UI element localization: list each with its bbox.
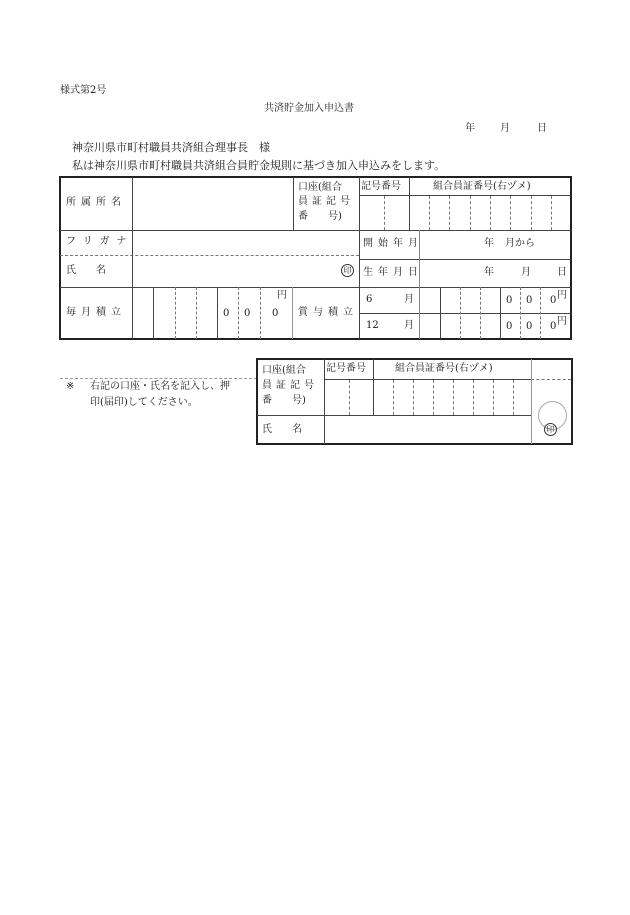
digit-divider: [440, 287, 441, 339]
digit-divider: [175, 287, 176, 339]
account-label-line3: 番 号): [298, 211, 342, 222]
bonus-digit: 0: [506, 295, 513, 306]
digit-divider: [520, 287, 521, 339]
date-year-label: 年: [465, 123, 475, 134]
stub-account-label-line2: 員証記号: [262, 380, 318, 391]
start-year-label: 年: [484, 238, 494, 249]
name-label: 氏 名: [66, 265, 106, 276]
col-divider: [292, 287, 293, 339]
digit-divider: [500, 287, 501, 339]
stub-member-number-header: 組合員証番号(右ヅメ): [395, 363, 493, 374]
stub-name-input[interactable]: [325, 416, 530, 443]
furigana-label: フリガナ: [66, 236, 134, 247]
monthly-digit: 0: [272, 308, 279, 319]
dob-year-label: 年: [484, 267, 494, 278]
bonus-month: 12: [366, 320, 379, 331]
cut-line: [60, 378, 257, 379]
monthly-savings-label: 毎月積立: [66, 307, 126, 318]
member-number-input[interactable]: [410, 196, 570, 229]
bonus-month: 6: [366, 294, 373, 305]
stub-seal-icon: 印: [544, 423, 557, 436]
digit-divider: [196, 287, 197, 339]
start-date-label: 開始年月: [363, 238, 423, 249]
yen-mark: 円: [557, 290, 567, 301]
form-number: 様式第2号: [60, 85, 107, 96]
member-number-header: 組合員証番号(右ヅメ): [433, 181, 531, 192]
seal-icon: 印: [341, 264, 354, 277]
bonus-digit: 0: [550, 295, 557, 306]
seal-area-divider: [531, 379, 571, 380]
digit-divider: [238, 287, 239, 339]
addressee: 神奈川県市町村職員共済組合理事長 様: [72, 141, 270, 154]
affiliation-label: 所属所名: [66, 197, 126, 208]
bonus-digit: 0: [506, 321, 513, 332]
digit-divider: [260, 287, 261, 339]
digit-divider: [153, 287, 154, 339]
bonus-digit: 0: [526, 295, 533, 306]
start-date-input[interactable]: [420, 231, 570, 258]
dob-month-label: 月: [521, 267, 531, 278]
stub-name-label: 氏 名: [262, 424, 302, 435]
dob-label: 生年月日: [363, 267, 423, 278]
furigana-input[interactable]: [133, 231, 358, 254]
bonus-digit: 0: [550, 321, 557, 332]
stub-member-number-input[interactable]: [374, 380, 530, 414]
note-mark: ※: [66, 381, 75, 392]
digit-divider: [460, 287, 461, 339]
affiliation-input[interactable]: [133, 178, 292, 229]
yen-mark: 円: [277, 290, 287, 301]
yen-mark: 円: [557, 316, 567, 327]
digit-divider: [217, 287, 218, 339]
declaration: 私は神奈川県市町村職員共済組合員貯金規則に基づき加入申込みをします。: [72, 159, 446, 172]
record-number-input[interactable]: [360, 196, 408, 229]
stub-account-label-line3: 番 号): [262, 395, 306, 406]
account-label-line1: 口座(組合: [298, 182, 342, 193]
start-month-suffix: 月から: [505, 238, 535, 249]
bonus-month-label: 月: [404, 320, 414, 331]
stub-record-number-input[interactable]: [325, 380, 372, 414]
stub-record-number-header: 記号番号: [326, 363, 366, 374]
stub-account-label-line1: 口座(組合: [262, 365, 306, 376]
col-divider: [293, 177, 294, 230]
monthly-digit: 0: [223, 308, 230, 319]
dob-input[interactable]: [420, 260, 570, 286]
seal-column-divider: [531, 359, 532, 444]
bonus-month-label: 月: [404, 294, 414, 305]
account-label-line2: 員証記号: [298, 196, 354, 207]
digit-divider: [540, 287, 541, 339]
monthly-digit: 0: [244, 308, 251, 319]
form-title: 共済貯金加入申込書: [264, 103, 354, 114]
record-number-header: 記号番号: [361, 181, 401, 192]
date-month-label: 月: [500, 123, 510, 134]
bonus-savings-label: 賞与積立: [298, 307, 358, 318]
note-line1: 右記の口座・氏名を記入し、押: [90, 381, 230, 392]
row-divider: [60, 287, 571, 288]
note-line2: 印(届印)してください。: [90, 397, 198, 408]
bonus-digit: 0: [526, 321, 533, 332]
name-input[interactable]: [133, 256, 343, 286]
digit-divider: [480, 287, 481, 339]
dob-day-label: 日: [557, 267, 567, 278]
date-day-label: 日: [537, 123, 547, 134]
